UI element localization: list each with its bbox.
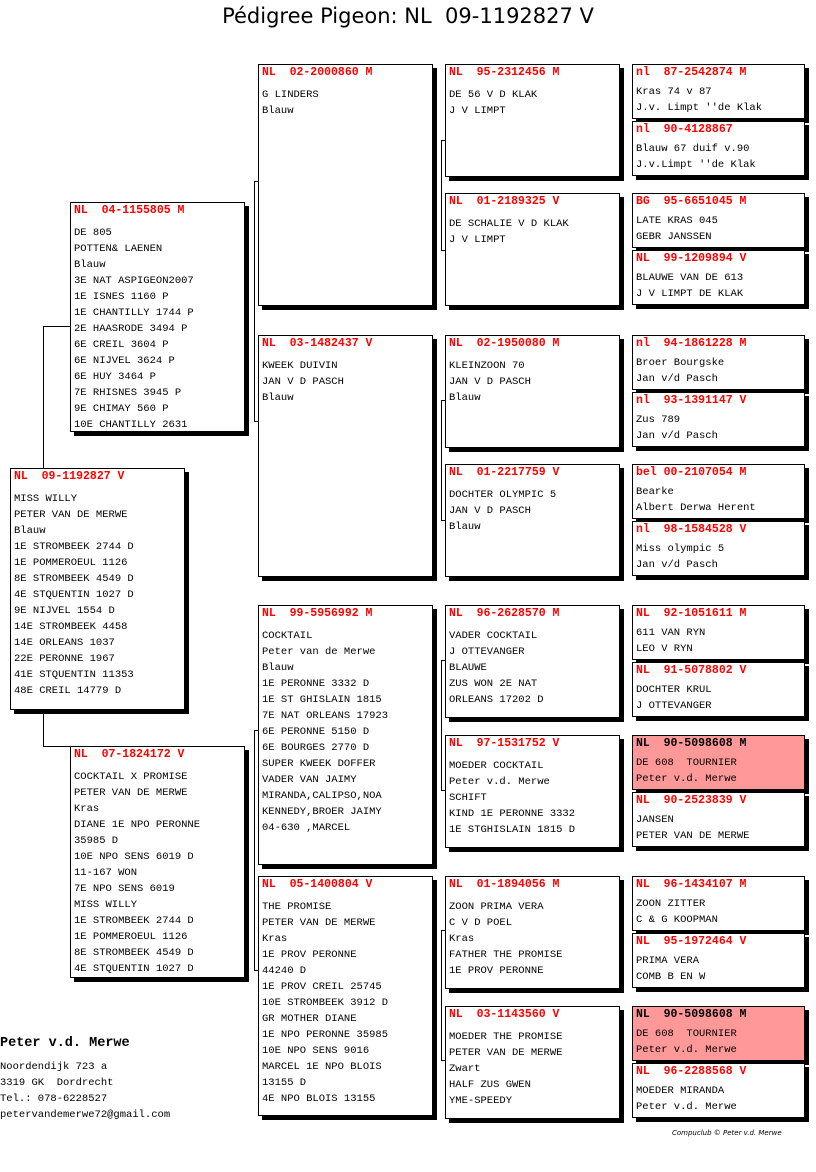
detail-line: DE SCHALIE V D KLAK bbox=[449, 218, 569, 230]
pigeon-card bbox=[632, 1063, 805, 1118]
detail-line: 41E STQUENTIN 11353 bbox=[14, 669, 134, 681]
detail-line: FATHER THE PROMISE bbox=[449, 949, 563, 961]
detail-line: BLAUWE VAN DE 613 bbox=[636, 272, 744, 284]
pigeon-details bbox=[636, 84, 801, 116]
pigeon-details bbox=[636, 755, 801, 787]
pigeon-details bbox=[449, 358, 616, 406]
pigeon-card bbox=[632, 735, 805, 790]
pigeon-details bbox=[449, 1029, 616, 1109]
pigeon-card bbox=[632, 521, 805, 576]
pigeon-card bbox=[445, 605, 620, 718]
pigeon-details bbox=[262, 628, 429, 836]
detail-line: MOEDER MIRANDA bbox=[636, 1085, 725, 1097]
address-email: petervandemerwe72@gmail.com bbox=[0, 1109, 171, 1121]
detail-line: SUPER KWEEK DOFFER bbox=[262, 758, 376, 770]
ring-number: NL 07-1824172 V bbox=[74, 748, 185, 761]
detail-line: 10E STROMBEEK 3912 D bbox=[262, 997, 389, 1009]
detail-line: Peter v.d. Merwe bbox=[636, 1044, 737, 1056]
ring-number: bel 00-2107054 M bbox=[636, 466, 747, 479]
connector-line bbox=[43, 326, 70, 327]
ring-number: nl 93-1391147 V bbox=[636, 394, 747, 407]
detail-line: 8E STROMBEEK 4549 D bbox=[74, 947, 194, 959]
pigeon-card bbox=[258, 876, 433, 1116]
detail-line: 10E NPO SENS 6019 D bbox=[74, 851, 194, 863]
ring-number: NL 99-1209894 V bbox=[636, 252, 747, 265]
breeder-address bbox=[0, 1059, 260, 1123]
ring-number: nl 94-1861228 M bbox=[636, 337, 747, 350]
detail-line: 1E STROMBEEK 2744 D bbox=[14, 541, 134, 553]
address-phone: Tel.: 078-6228527 bbox=[0, 1093, 108, 1105]
detail-line: 14E STROMBEEK 4458 bbox=[14, 621, 128, 633]
connector-line bbox=[441, 400, 442, 520]
pigeon-card bbox=[632, 792, 805, 847]
pigeon-card bbox=[445, 193, 620, 306]
ring-number: NL 97-1531752 V bbox=[449, 737, 560, 750]
pigeon-card bbox=[70, 202, 245, 432]
detail-line: JAN V D PASCH bbox=[262, 376, 344, 388]
detail-line: COCKTAIL X PROMISE bbox=[74, 771, 188, 783]
detail-line: PETER VAN DE MERWE bbox=[74, 787, 188, 799]
pigeon-details bbox=[636, 896, 801, 928]
detail-line: 4E STQUENTIN 1027 D bbox=[14, 589, 134, 601]
detail-line: 3E NAT ASPIGEON2007 bbox=[74, 275, 194, 287]
pigeon-details bbox=[636, 682, 801, 714]
ring-number: NL 04-1155805 M bbox=[74, 204, 185, 217]
detail-line: THE PROMISE bbox=[262, 901, 332, 913]
connector-line bbox=[254, 181, 255, 421]
pigeon-card bbox=[632, 933, 805, 988]
detail-line: 4E STQUENTIN 1027 D bbox=[74, 963, 194, 975]
connector-line bbox=[43, 746, 70, 747]
detail-line: Peter van de Merwe bbox=[262, 646, 376, 658]
pigeon-card bbox=[70, 746, 245, 978]
connector-line bbox=[441, 930, 442, 1060]
detail-line: MARCEL 1E NPO BLOIS bbox=[262, 1061, 382, 1073]
detail-line: KWEEK DUIVIN bbox=[262, 360, 338, 372]
pigeon-details bbox=[636, 213, 801, 245]
detail-line: Jan v/d Pasch bbox=[636, 559, 718, 571]
detail-line: 10E NPO SENS 9016 bbox=[262, 1045, 370, 1057]
detail-line: MOEDER THE PROMISE bbox=[449, 1031, 563, 1043]
detail-line: Bearke bbox=[636, 486, 674, 498]
pigeon-card bbox=[445, 735, 620, 848]
detail-line: KENNEDY,BROER JAIMY bbox=[262, 806, 382, 818]
ring-number: NL 95-2312456 M bbox=[449, 66, 560, 79]
detail-line: DOCHTER OLYMPIC 5 bbox=[449, 489, 557, 501]
detail-line: J V LIMPT DE KLAK bbox=[636, 288, 744, 300]
pigeon-card bbox=[632, 662, 805, 717]
ring-number: nl 98-1584528 V bbox=[636, 523, 747, 536]
pigeon-card bbox=[632, 121, 805, 176]
pigeon-card bbox=[632, 335, 805, 390]
connector-line bbox=[254, 730, 255, 970]
pigeon-card bbox=[445, 335, 620, 448]
detail-line: PETER VAN DE MERWE bbox=[449, 1047, 563, 1059]
ring-number: NL 01-2189325 V bbox=[449, 195, 560, 208]
page-title: Pédigree Pigeon: NL 09-1192827 V bbox=[222, 4, 594, 28]
pigeon-details bbox=[14, 491, 181, 699]
detail-line: 11-167 WON bbox=[74, 867, 138, 879]
detail-line: 1E ISNES 1160 P bbox=[74, 291, 169, 303]
detail-line: Kras bbox=[449, 933, 475, 945]
detail-line: J OTTEVANGER bbox=[449, 646, 525, 658]
detail-line: Blauw bbox=[262, 105, 294, 117]
pigeon-details bbox=[449, 899, 616, 979]
ring-number: NL 03-1482437 V bbox=[262, 337, 373, 350]
detail-line: DE 608 TOURNIER bbox=[636, 757, 737, 769]
detail-line: 10E CHANTILLY 2631 bbox=[74, 419, 188, 431]
detail-line: ZOON ZITTER bbox=[636, 898, 706, 910]
ring-number: NL 90-2523839 V bbox=[636, 794, 747, 807]
ring-number: NL 02-1950080 M bbox=[449, 337, 560, 350]
detail-line: PETER VAN DE MERWE bbox=[262, 917, 376, 929]
detail-line: POTTEN& LAENEN bbox=[74, 243, 163, 255]
detail-line: LATE KRAS 045 bbox=[636, 215, 718, 227]
detail-line: 9E CHIMAY 560 P bbox=[74, 403, 169, 415]
pigeon-card bbox=[10, 468, 185, 710]
detail-line: JANSEN bbox=[636, 814, 674, 826]
ring-number: NL 92-1051611 M bbox=[636, 607, 747, 620]
detail-line: Blauw bbox=[449, 392, 481, 404]
detail-line: HALF ZUS GWEN bbox=[449, 1079, 531, 1091]
pigeon-details bbox=[262, 899, 429, 1107]
detail-line: Blauw bbox=[449, 521, 481, 533]
detail-line: Miss olympic 5 bbox=[636, 543, 725, 555]
detail-line: Kras bbox=[74, 803, 100, 815]
detail-line: 1E STGHISLAIN 1815 D bbox=[449, 824, 576, 836]
detail-line: DE 56 V D KLAK bbox=[449, 89, 538, 101]
detail-line: Peter v.d. Merwe bbox=[636, 773, 737, 785]
ring-number: NL 90-5098608 M bbox=[636, 1008, 747, 1021]
detail-line: 7E RHISNES 3945 P bbox=[74, 387, 182, 399]
pigeon-details bbox=[636, 412, 801, 444]
ring-number: NL 05-1400804 V bbox=[262, 878, 373, 891]
pigeon-details bbox=[636, 270, 801, 302]
pigeon-details bbox=[636, 1083, 801, 1115]
detail-line: 6E HUY 3464 P bbox=[74, 371, 156, 383]
ring-number: NL 09-1192827 V bbox=[14, 470, 125, 483]
ring-number: NL 96-2288568 V bbox=[636, 1065, 747, 1078]
detail-line: 48E CREIL 14779 D bbox=[14, 685, 122, 697]
ring-number: BG 95-6651045 M bbox=[636, 195, 747, 208]
ring-number: NL 95-1972464 V bbox=[636, 935, 747, 948]
pigeon-card bbox=[445, 876, 620, 989]
detail-line: GEBR JANSSEN bbox=[636, 231, 712, 243]
detail-line: Albert Derwa Herent bbox=[636, 502, 756, 514]
detail-line: 1E NPO PERONNE 35985 bbox=[262, 1029, 389, 1041]
pigeon-details bbox=[636, 812, 801, 844]
connector-line bbox=[43, 710, 44, 746]
detail-line: 22E PERONNE 1967 bbox=[14, 653, 115, 665]
detail-line: BLAUWE bbox=[449, 662, 487, 674]
detail-line: Zus 789 bbox=[636, 414, 681, 426]
detail-line: G LINDERS bbox=[262, 89, 319, 101]
detail-line: DIANE 1E NPO PERONNE bbox=[74, 819, 201, 831]
pigeon-card bbox=[632, 193, 805, 248]
detail-line: 35985 D bbox=[74, 835, 119, 847]
ring-number: nl 90-4128867 bbox=[636, 123, 733, 136]
detail-line: 6E PERONNE 5150 D bbox=[262, 726, 370, 738]
detail-line: VADER VAN JAIMY bbox=[262, 774, 357, 786]
detail-line: ZUS WON 2E NAT bbox=[449, 678, 538, 690]
detail-line: 7E NPO SENS 6019 bbox=[74, 883, 175, 895]
detail-line: 1E POMMEROEUL 1126 bbox=[14, 557, 128, 569]
detail-line: Zwart bbox=[449, 1063, 481, 1075]
detail-line: 1E PROV PERONNE bbox=[262, 949, 357, 961]
pigeon-card bbox=[258, 335, 433, 577]
detail-line: J.v.Limpt ''de Klak bbox=[636, 159, 756, 171]
pigeon-details bbox=[636, 541, 801, 573]
pigeon-card bbox=[445, 1006, 620, 1119]
detail-line: Kras bbox=[262, 933, 288, 945]
detail-line: DE 805 bbox=[74, 227, 112, 239]
pigeon-details bbox=[636, 953, 801, 985]
pigeon-details bbox=[74, 769, 241, 977]
ring-number: NL 90-5098608 M bbox=[636, 737, 747, 750]
connector-line bbox=[441, 140, 442, 250]
pigeon-details bbox=[636, 355, 801, 387]
detail-line: 6E CREIL 3604 P bbox=[74, 339, 169, 351]
detail-line: Peter v.d. Merwe bbox=[636, 1101, 737, 1113]
ring-number: NL 96-1434107 M bbox=[636, 878, 747, 891]
pigeon-details bbox=[636, 484, 801, 516]
ring-number: NL 01-2217759 V bbox=[449, 466, 560, 479]
detail-line: PETER VAN DE MERWE bbox=[636, 830, 750, 842]
detail-line: PRIMA VERA bbox=[636, 955, 700, 967]
ring-number: NL 96-2628570 M bbox=[449, 607, 560, 620]
ring-number: NL 02-2000860 M bbox=[262, 66, 373, 79]
detail-line: SCHIFT bbox=[449, 792, 487, 804]
detail-line: 611 VAN RYN bbox=[636, 627, 706, 639]
detail-line: 1E PROV PERONNE bbox=[449, 965, 544, 977]
detail-line: YME-SPEEDY bbox=[449, 1095, 513, 1107]
detail-line: 1E ST GHISLAIN 1815 bbox=[262, 694, 382, 706]
detail-line: 4E NPO BLOIS 13155 bbox=[262, 1093, 376, 1105]
detail-line: Jan v/d Pasch bbox=[636, 373, 718, 385]
detail-line: MISS WILLY bbox=[14, 493, 78, 505]
pigeon-card bbox=[632, 464, 805, 519]
detail-line: COCKTAIL bbox=[262, 630, 313, 642]
detail-line: J.v. Limpt ''de Klak bbox=[636, 102, 763, 114]
detail-line: Kras 74 v 87 bbox=[636, 86, 712, 98]
detail-line: MOEDER COCKTAIL bbox=[449, 760, 544, 772]
detail-line: 2E HAASRODE 3494 P bbox=[74, 323, 188, 335]
detail-line: J V LIMPT bbox=[449, 234, 506, 246]
detail-line: Blauw 67 duif v.90 bbox=[636, 143, 750, 155]
pigeon-details bbox=[636, 141, 801, 173]
detail-line: Blauw bbox=[14, 525, 46, 537]
detail-line: GR MOTHER DIANE bbox=[262, 1013, 357, 1025]
detail-line: 7E NAT ORLEANS 17923 bbox=[262, 710, 389, 722]
detail-line: DE 608 TOURNIER bbox=[636, 1028, 737, 1040]
detail-line: DOCHTER KRUL bbox=[636, 684, 712, 696]
address-street: Noordendijk 723 a bbox=[0, 1061, 108, 1073]
detail-line: VADER COCKTAIL bbox=[449, 630, 538, 642]
detail-line: ORLEANS 17202 D bbox=[449, 694, 544, 706]
detail-line: 44240 D bbox=[262, 965, 307, 977]
detail-line: 9E NIJVEL 1554 D bbox=[14, 605, 115, 617]
detail-line: C V D POEL bbox=[449, 917, 513, 929]
pigeon-details bbox=[449, 216, 616, 248]
detail-line: Blauw bbox=[262, 662, 294, 674]
detail-line: 13155 D bbox=[262, 1077, 307, 1089]
detail-line: 1E STROMBEEK 2744 D bbox=[74, 915, 194, 927]
detail-line: COMB B EN W bbox=[636, 971, 706, 983]
detail-line: 6E BOURGES 2770 D bbox=[262, 742, 370, 754]
detail-line: PETER VAN DE MERWE bbox=[14, 509, 128, 521]
pigeon-details bbox=[636, 625, 801, 657]
detail-line: J OTTEVANGER bbox=[636, 700, 712, 712]
pigeon-details bbox=[449, 487, 616, 535]
pigeon-details bbox=[74, 225, 241, 432]
detail-line: LEO V RYN bbox=[636, 643, 693, 655]
detail-line: Broer Bourgske bbox=[636, 357, 725, 369]
pigeon-card bbox=[632, 1006, 805, 1061]
pigeon-details bbox=[262, 87, 429, 119]
pigeon-card bbox=[632, 392, 805, 447]
ring-number: nl 87-2542874 M bbox=[636, 66, 747, 79]
detail-line: 6E NIJVEL 3624 P bbox=[74, 355, 175, 367]
pigeon-card bbox=[632, 250, 805, 305]
detail-line: 8E STROMBEEK 4549 D bbox=[14, 573, 134, 585]
detail-line: JAN V D PASCH bbox=[449, 376, 531, 388]
breeder-info bbox=[0, 1035, 260, 1123]
detail-line: 1E PROV CREIL 25745 bbox=[262, 981, 382, 993]
pigeon-card bbox=[632, 64, 805, 119]
ring-number: NL 03-1143560 V bbox=[449, 1008, 560, 1021]
ring-number: NL 91-5078802 V bbox=[636, 664, 747, 677]
detail-line: Blauw bbox=[262, 392, 294, 404]
ring-number: NL 01-1894056 M bbox=[449, 878, 560, 891]
detail-line: KIND 1E PERONNE 3332 bbox=[449, 808, 576, 820]
detail-line: MIRANDA,CALIPSO,NOA bbox=[262, 790, 382, 802]
detail-line: ZOON PRIMA VERA bbox=[449, 901, 544, 913]
pigeon-details bbox=[449, 758, 616, 838]
footer-credit: Compuclub © Peter v.d. Merwe bbox=[672, 1129, 782, 1137]
pigeon-details bbox=[449, 628, 616, 708]
detail-line: 1E CHANTILLY 1744 P bbox=[74, 307, 194, 319]
detail-line: Blauw bbox=[74, 259, 106, 271]
detail-line: Peter v.d. Merwe bbox=[449, 776, 550, 788]
pigeon-card bbox=[258, 64, 433, 306]
detail-line: J V LIMPT bbox=[449, 105, 506, 117]
detail-line: 04-630 ,MARCEL bbox=[262, 822, 351, 834]
detail-line: JAN V D PASCH bbox=[449, 505, 531, 517]
pigeon-card bbox=[632, 605, 805, 660]
pigeon-details bbox=[449, 87, 616, 119]
detail-line: C & G KOOPMAN bbox=[636, 914, 718, 926]
detail-line: 1E POMMEROEUL 1126 bbox=[74, 931, 188, 943]
pigeon-details bbox=[262, 358, 429, 406]
detail-line: MISS WILLY bbox=[74, 899, 138, 911]
detail-line: 1E PERONNE 3332 D bbox=[262, 678, 370, 690]
pigeon-card bbox=[632, 876, 805, 931]
address-city: 3319 GK Dordrecht bbox=[0, 1077, 114, 1089]
detail-line: Jan v/d Pasch bbox=[636, 430, 718, 442]
pigeon-card bbox=[445, 64, 620, 177]
pigeon-details bbox=[636, 1026, 801, 1058]
connector-line bbox=[43, 326, 44, 468]
detail-line: 14E ORLEANS 1037 bbox=[14, 637, 115, 649]
ring-number: NL 99-5956992 M bbox=[262, 607, 373, 620]
detail-line: KLEINZOON 70 bbox=[449, 360, 525, 372]
pigeon-card bbox=[445, 464, 620, 577]
connector-line bbox=[441, 660, 442, 790]
breeder-name: Peter v.d. Merwe bbox=[0, 1036, 130, 1051]
pigeon-card bbox=[258, 605, 433, 865]
